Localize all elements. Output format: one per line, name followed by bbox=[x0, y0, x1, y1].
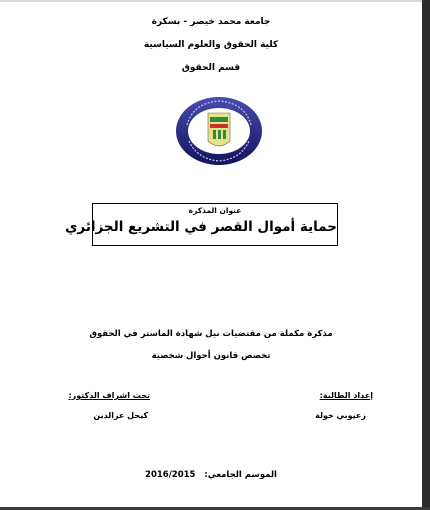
university-logo-icon bbox=[175, 95, 263, 167]
thesis-title: حماية أموال القصر في التشريع الجزائري bbox=[65, 219, 337, 235]
student-label: إعداد الطالبة: bbox=[319, 391, 373, 400]
degree-description: مذكرة مكملة من مقتضيات نيل شهادة الماستر في الحقوق bbox=[89, 329, 333, 339]
supervisor-name: كيحل عزالدين bbox=[93, 411, 148, 420]
specialization: تخصص قانون أحوال شخصية bbox=[151, 351, 271, 361]
university-name: جامعة محمد خيضر - بسكرة bbox=[151, 17, 271, 27]
thesis-title-label: عنوان المذكرة bbox=[188, 206, 242, 215]
viewer-right-edge bbox=[422, 0, 430, 510]
supervisor-label: تحت اشراف الدكتور: bbox=[68, 391, 150, 400]
academic-year-label: الموسم الجامعي: bbox=[204, 470, 277, 480]
academic-year bbox=[0, 470, 422, 480]
department-name: قسم الحقوق bbox=[181, 63, 241, 73]
page-top-strip bbox=[0, 0, 422, 2]
student-name: زعيوبي خولة bbox=[315, 411, 366, 420]
faculty-name: كلية الحقوق والعلوم السياسية bbox=[143, 40, 279, 50]
thesis-title-box bbox=[65, 203, 338, 246]
academic-year-value: 2016/2015 bbox=[145, 470, 196, 480]
